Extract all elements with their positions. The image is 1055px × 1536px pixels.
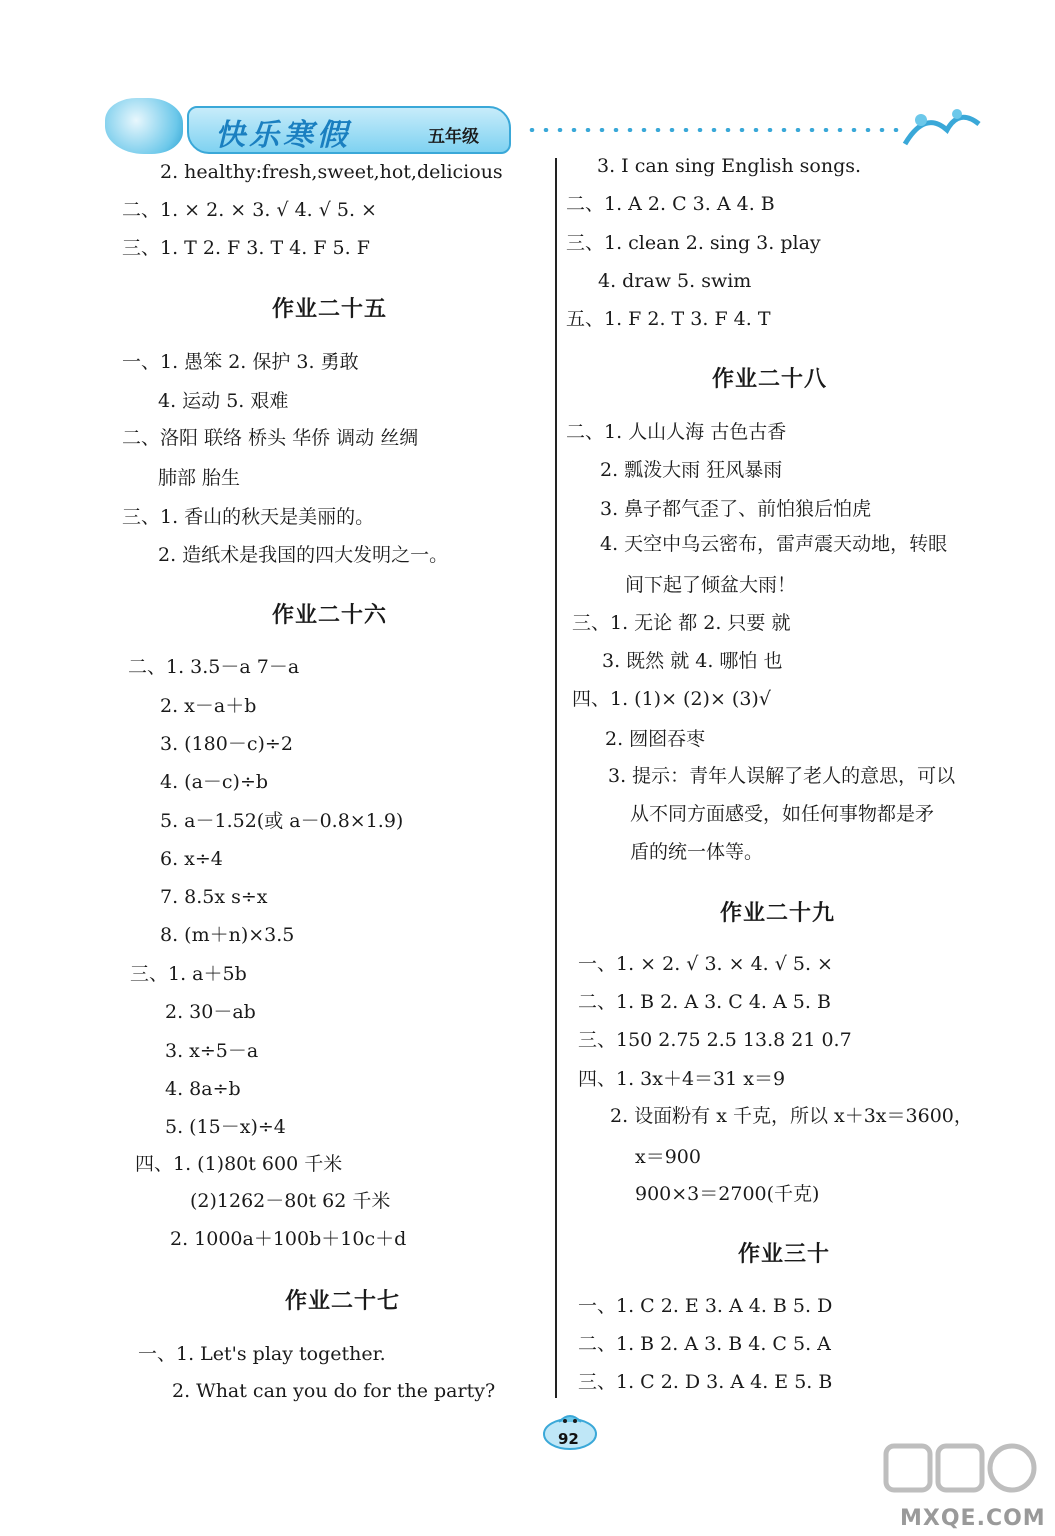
answer-line: 4. 运动 5. 艰难 [158, 390, 289, 412]
answer-line: 2. 30－ab [165, 1001, 256, 1023]
answer-line: 4. (a－c)÷b [160, 771, 269, 793]
snowflake-decoration-icon [895, 100, 985, 152]
answer-line: 二、1. B 2. A 3. C 4. A 5. B [578, 991, 831, 1013]
section-title: 作业二十七 [285, 1289, 401, 1314]
answer-line: 三、1. clean 2. sing 3. play [566, 232, 821, 254]
answer-line: 三、1. 香山的秋天是美丽的。 [122, 506, 375, 528]
page-header [105, 98, 985, 156]
answer-line: 肺部 胎生 [158, 467, 241, 489]
answer-line: 4. 天空中乌云密布，雷声震天动地，转眼 [600, 533, 948, 555]
answer-line: 5. (15－x)÷4 [165, 1116, 286, 1138]
answer-line: 一、1. 愚笨 2. 保护 3. 勇敢 [122, 351, 359, 373]
answer-line: 二、1. 人山人海 古色古香 [566, 421, 787, 443]
answer-line: 二、1. B 2. A 3. B 4. C 5. A [578, 1333, 831, 1355]
section-title: 作业二十八 [712, 367, 828, 392]
section-title: 作业二十五 [272, 297, 388, 322]
answer-line: 2. x－a＋b [160, 695, 257, 717]
answer-line: 一、1. Let's play together. [138, 1343, 386, 1365]
answer-line: 二、1. 3.5－a 7－a [128, 656, 300, 678]
answer-line: 900×3＝2700(千克) [635, 1183, 820, 1205]
answer-line: 3. 提示：青年人误解了老人的意思，可以 [608, 765, 956, 787]
answer-line: 三、1. C 2. D 3. A 4. E 5. B [578, 1371, 833, 1393]
grade-label: 五年级 [428, 127, 479, 147]
answer-line: 2. 瓢泼大雨 狂风暴雨 [600, 459, 783, 481]
answer-line: 间下起了倾盆大雨！ [625, 574, 797, 596]
answer-line: 三、1. 无论 都 2. 只要 就 [572, 612, 791, 634]
answer-line: 五、1. F 2. T 3. F 4. T [566, 308, 771, 330]
answer-line: 2. What can you do for the party? [172, 1380, 496, 1402]
section-title: 作业二十九 [720, 901, 836, 926]
answer-line: 8. (m＋n)×3.5 [160, 924, 295, 946]
page-number: 92 [558, 1430, 579, 1448]
section-title: 作业三十 [738, 1242, 831, 1267]
answer-line: x＝900 [635, 1146, 701, 1168]
answer-line: 二、1. × 2. × 3. √ 4. √ 5. × [122, 199, 377, 221]
answer-line: 从不同方面感受，如任何事物都是矛 [630, 803, 935, 825]
answer-line: 4. draw 5. swim [598, 270, 752, 292]
answer-line: 2. 1000a＋100b＋10c＋d [170, 1228, 407, 1250]
answer-line: 四、1. 3x＋4＝31 x＝9 [578, 1068, 786, 1090]
answer-line: 四、1. (1)80t 600 千米 [135, 1153, 343, 1175]
answer-line: 7. 8.5x s÷x [160, 886, 268, 908]
mascot-badge-icon [105, 98, 183, 154]
answer-line: 3. 鼻子都气歪了、前怕狼后怕虎 [600, 498, 872, 520]
answer-line: 3. 既然 就 4. 哪怕 也 [602, 650, 783, 672]
answer-line: (2)1262－80t 62 千米 [190, 1190, 391, 1212]
answer-line: 5. a－1.52(或 a－0.8×1.9) [160, 810, 404, 832]
answer-line: 3. I can sing English songs. [597, 155, 862, 177]
answer-line: 一、1. C 2. E 3. A 4. B 5. D [578, 1295, 833, 1317]
answer-line: 二、1. A 2. C 3. A 4. B [566, 193, 775, 215]
answer-line: 2. healthy:fresh,sweet,hot,delicious [160, 161, 503, 183]
answer-line: 3. x÷5－a [165, 1040, 259, 1062]
answer-line: 3. (180－c)÷2 [160, 733, 293, 755]
watermark-text: MXQE.COM [900, 1506, 1046, 1531]
answer-line: 盾的统一体等。 [630, 841, 764, 863]
dotted-rule [525, 128, 905, 132]
answer-line: 三、150 2.75 2.5 13.8 21 0.7 [578, 1029, 852, 1051]
answer-line: 6. x÷4 [160, 848, 223, 870]
answer-line: 三、1. a＋5b [130, 963, 247, 985]
answer-line: 三、1. T 2. F 3. T 4. F 5. F [122, 237, 370, 259]
answer-line: 4. 8a÷b [165, 1078, 241, 1100]
book-title: 快乐寒假 [215, 118, 351, 153]
answer-line: 2. 设面粉有 x 千克，所以 x＋3x＝3600， [610, 1105, 973, 1127]
answer-line: 2. 造纸术是我国的四大发明之一。 [158, 544, 449, 566]
answer-line: 二、洛阳 联络 桥头 华侨 调动 丝绸 [122, 427, 419, 449]
answer-line: 一、1. × 2. √ 3. × 4. √ 5. × [578, 953, 833, 975]
section-title: 作业二十六 [272, 603, 388, 628]
answer-line: 四、1. (1)× (2)× (3)√ [572, 688, 771, 710]
column-divider [555, 158, 557, 1398]
answer-line: 2. 囫囵吞枣 [605, 728, 706, 750]
